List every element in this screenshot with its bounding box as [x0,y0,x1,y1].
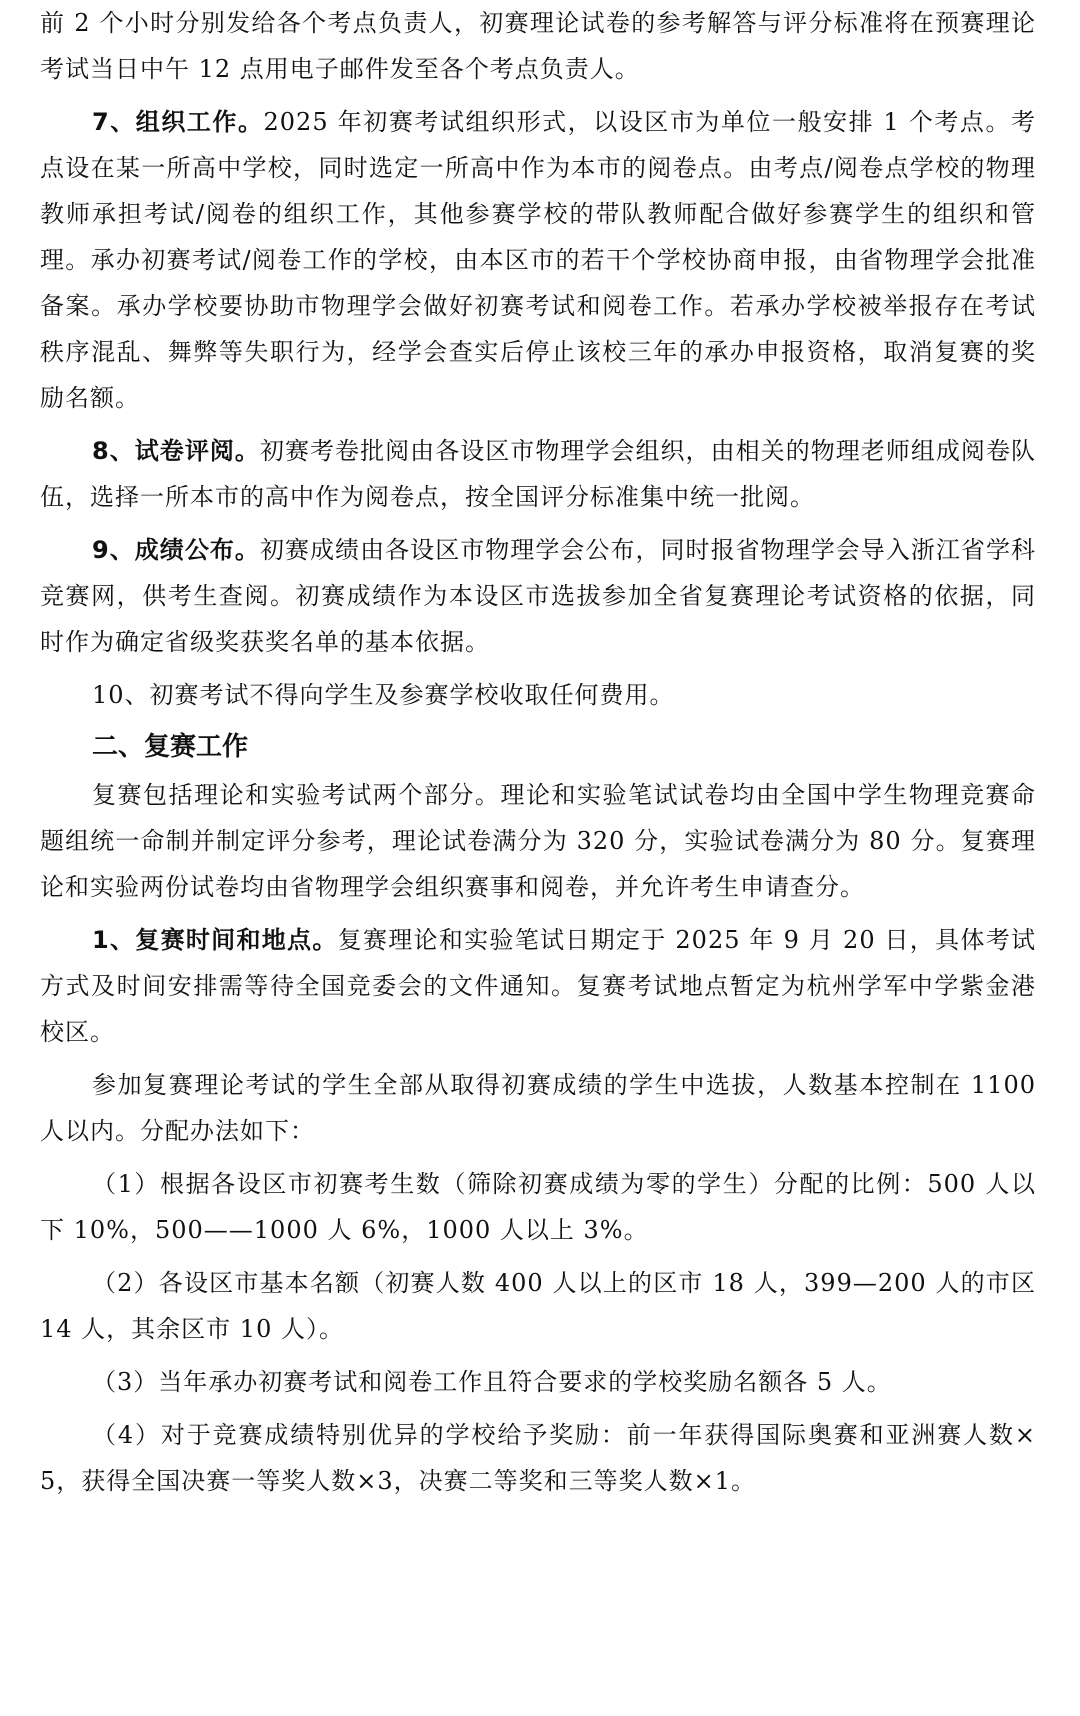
paragraph-7-label: 7、组织工作。 [92,108,264,136]
paragraph-intro: 前 2 个小时分别发给各个考点负责人，初赛理论试卷的参考解答与评分标准将在预赛理论考试当日中午 12 点用电子邮件发至各个考点负责人。 [40,9,1036,83]
paragraph-7-text: 2025 年初赛考试组织形式，以设区市为单位一般安排 1 个考点。考点设在某一所高中学校，同时选定一所高中作为本市的阅卷点。由考点/阅卷点学校的物理教师承担考试/阅卷的组织工作，其他参赛学校的带队教师配合做好参赛学生的组织和管理。承办初赛考试/阅卷工作的学校，由本区市的若干个学校协商申报，由省物理学会批准备案。承办学校要协助市物理学会做好初赛考试和阅卷工作。若承办学校被举报存在考试秩序混乱、舞弊等失职行为，经学会查实后停止该校三年的承办申报资格，取消复赛的奖励名额。 [40,108,1036,412]
allocation-item-3: （3）当年承办初赛考试和阅卷工作且符合要求的学校奖励名额各 5 人。 [92,1368,892,1396]
section-2-heading: 二、复赛工作 [92,732,249,762]
paragraph-10-fees: 10、初赛考试不得向学生及参赛学校收取任何费用。 [92,681,675,709]
section-2-paragraph-2: 参加复赛理论考试的学生全部从取得初赛成绩的学生中选拔，人数基本控制在 1100 人以内。分配办法如下： [40,1071,1036,1145]
allocation-item-4: （4）对于竞赛成绩特别优异的学校给予奖励：前一年获得国际奥赛和亚洲赛人数×5，获得全国决赛一等奖人数×3，决赛二等奖和三等奖人数×1。 [40,1421,1036,1495]
paragraph-7-organization [40,99,1036,421]
paragraph-9-text: 初赛成绩由各设区市物理学会公布，同时报省物理学会导入浙江省学科竞赛网，供考生查阅。初赛成绩作为本设区市选拔参加全省复赛理论考试资格的依据，同时作为确定省级奖获奖名单的基本依据。 [40,536,1037,656]
paragraph-8-grading [40,428,1036,520]
section-2-paragraph-1-text: 复赛理论和实验笔试日期定于 2025 年 9 月 20 日，具体考试方式及时间安排需等待全国竞委会的文件通知。复赛考试地点暂定为杭州学军中学紫金港校区。 [40,926,1036,1046]
section-2-paragraph-1-label: 1、复赛时间和地点。 [92,926,338,954]
paragraph-8-label: 8、试卷评阅。 [92,437,260,465]
paragraph-8-text: 初赛考卷批阅由各设区市物理学会组织，由相关的物理老师组成阅卷队伍，选择一所本市的高中作为阅卷点，按全国评分标准集中统一批阅。 [40,437,1037,511]
allocation-item-2: （2）各设区市基本名额（初赛人数 400 人以上的区市 18 人，399—200 人的市区 14 人，其余区市 10 人）。 [40,1269,1036,1343]
paragraph-9-label: 9、成绩公布。 [92,536,260,564]
section-2-paragraph-1 [40,917,1036,1055]
paragraph-9-results [40,527,1036,665]
allocation-item-1: （1）根据各设区市初赛考生数（筛除初赛成绩为零的学生）分配的比例：500 人以下 10%，500——1000 人 6%，1000 人以上 3%。 [40,1170,1036,1244]
section-2-intro: 复赛包括理论和实验考试两个部分。理论和实验笔试试卷均由全国中学生物理竞赛命题组统一命制并制定评分参考，理论试卷满分为 320 分，实验试卷满分为 80 分。复赛理论和实验两份试卷均由省物理学会组织赛事和阅卷，并允许考生申请查分。 [40,781,1036,901]
